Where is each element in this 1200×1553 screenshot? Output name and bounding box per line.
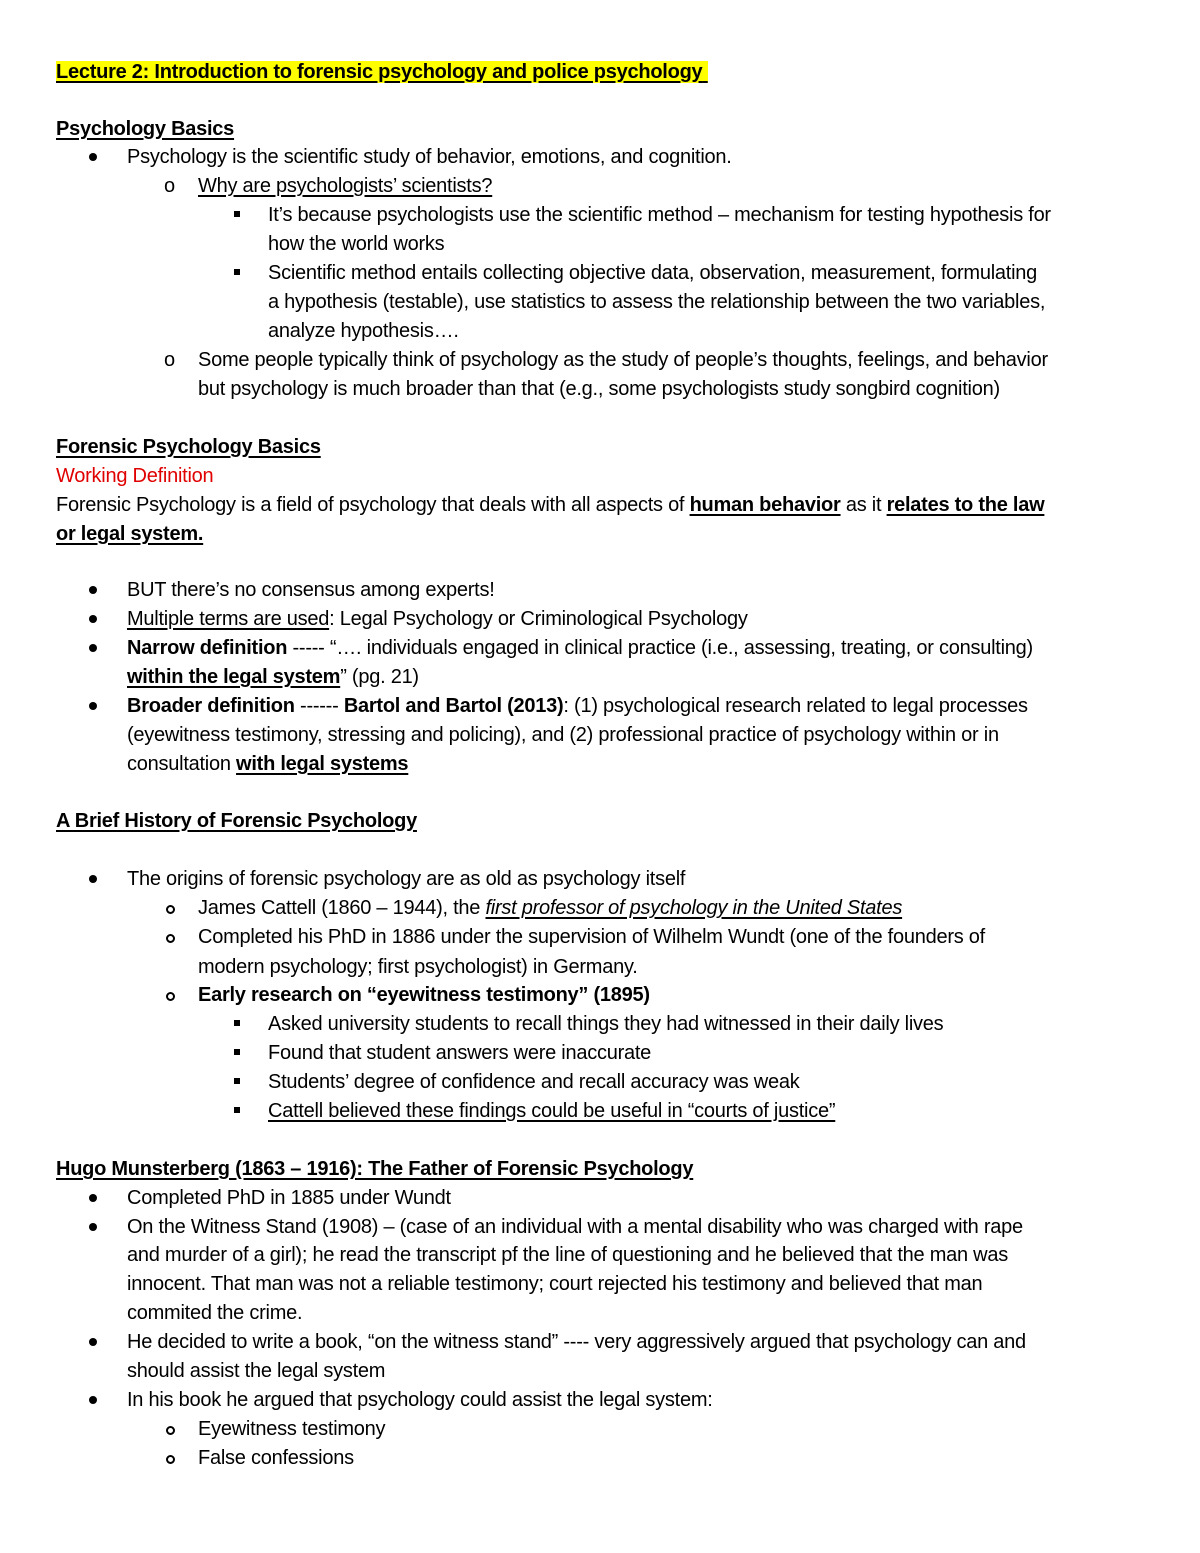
definition-emphasis: relates to the law: [886, 494, 1045, 516]
sub-sub-bullet-text: Asked university students to recall things they had witnessed in their daily lives: [268, 1013, 944, 1035]
bullet-text: BUT there’s no consensus among experts!: [127, 579, 495, 601]
sub-bullet-emphasis: first professor of psychology in the United States: [485, 897, 903, 919]
sub-sub-bullet-text: how the world works: [268, 233, 445, 255]
sub-sub-bullet-text: Scientific method entails collecting objective data, observation, measurement, formulating: [268, 262, 1038, 284]
bullet-icon: [89, 153, 97, 161]
bullet-text: [127, 750, 408, 779]
bullet-emphasis: within the legal system: [127, 666, 341, 688]
bullet-text: (eyewitness testimony, stressing and policing), and (2) professional practice of psychology within or in: [127, 724, 999, 746]
bullet-text: [127, 605, 748, 634]
sub-bullet-text: but psychology is much broader than that (e.g., some psychologists study songbird cognition): [198, 378, 1000, 400]
sub-bullet-text: modern psychology; first psychologist) in Germany.: [198, 956, 638, 978]
bullet-text: Psychology is the scientific study of behavior, emotions, and cognition.: [127, 146, 732, 168]
sub-sub-bullet-text: It’s because psychologists use the scientific method – mechanism for testing hypothesis for: [268, 204, 1051, 226]
bullet-emphasis: Multiple terms are used: [127, 608, 330, 630]
circle-bullet-icon: o: [164, 349, 176, 371]
bullet-text-rest: ” (pg. 21): [340, 666, 419, 688]
circle-bullet-icon: [166, 934, 175, 943]
definition-line-2: or legal system.: [56, 523, 204, 545]
sub-bullet-text: [198, 894, 902, 923]
sub-bullet-text: Eyewitness testimony: [198, 1418, 386, 1440]
bullet-text: commited the crime.: [127, 1302, 303, 1324]
bullet-icon: [89, 586, 97, 594]
sub-sub-bullet-text: analyze hypothesis….: [268, 320, 459, 342]
definition-text: Forensic Psychology is a field of psychology that deals with all aspects of: [56, 494, 690, 516]
circle-bullet-icon: [166, 905, 175, 914]
circle-bullet-icon: o: [164, 175, 176, 197]
title-highlight: [56, 61, 708, 83]
bullet-icon: [89, 702, 97, 710]
bullet-text: should assist the legal system: [127, 1360, 386, 1382]
circle-bullet-icon: [166, 992, 175, 1001]
bullet-text: He decided to write a book, “on the witness stand” ---- very aggressively argued that psychology can and: [127, 1331, 1026, 1353]
definition-emphasis: human behavior: [689, 494, 841, 516]
title-text: Lecture 2: Introduction to forensic psychology and police psychology: [56, 61, 703, 83]
heading-forensic-basics: Forensic Psychology Basics: [56, 436, 321, 458]
sub-bullet-text: False confessions: [198, 1447, 354, 1469]
definition-text: as it: [840, 494, 887, 516]
bullet-text-rest: consultation: [127, 753, 237, 775]
heading-psychology-basics: Psychology Basics: [56, 118, 235, 140]
sub-sub-bullet-text: Students’ degree of confidence and recall accuracy was weak: [268, 1071, 800, 1093]
bullet-text: innocent. That man was not a reliable testimony; court rejected his testimony and believed that man: [127, 1273, 983, 1295]
bullet-icon: [89, 1396, 97, 1404]
bullet-text: and murder of a girl); he read the transcript pf the line of questioning and he believed that the man was: [127, 1244, 1008, 1266]
bullet-text-rest: : Legal Psychology or Criminological Psychology: [329, 608, 748, 630]
circle-bullet-icon: [166, 1426, 175, 1435]
sub-sub-bullet-text: Found that student answers were inaccurate: [268, 1042, 652, 1064]
sub-bullet-text: Some people typically think of psychology as the study of people’s thoughts, feelings, and behavior: [198, 349, 1048, 371]
sub-sub-bullet-text: Cattell believed these findings could be useful in “courts of justice”: [268, 1100, 836, 1122]
bullet-text: [127, 634, 1033, 663]
bullet-icon: [89, 1338, 97, 1346]
bullet-icon: [89, 1194, 97, 1202]
bullet-text: [127, 692, 1028, 721]
heading-brief-history: A Brief History of Forensic Psychology: [56, 810, 417, 832]
bullet-text-rest: ----- “…. individuals engaged in clinical practice (i.e., assessing, treating, or consulting): [287, 637, 1033, 659]
bullet-text: On the Witness Stand (1908) – (case of an individual with a mental disability who was charged with rape: [127, 1216, 1023, 1238]
bullet-emphasis: Narrow definition: [127, 637, 288, 659]
square-bullet-icon: [234, 1020, 240, 1026]
sub-sub-bullet-text: a hypothesis (testable), use statistics to assess the relationship between the two variables,: [268, 291, 1046, 313]
sub-bullet-question: Why are psychologists’ scientists?: [198, 175, 493, 197]
square-bullet-icon: [234, 269, 240, 275]
circle-bullet-icon: [166, 1455, 175, 1464]
sub-bullet-text: Early research on “eyewitness testimony” (1895): [198, 984, 650, 1006]
definition-line-1: [56, 491, 1044, 520]
bullet-text: [127, 663, 419, 692]
subheading-working-definition: Working Definition: [56, 465, 214, 487]
bullet-text-rest: ------: [294, 695, 344, 717]
bullet-icon: [89, 875, 97, 883]
bullet-text: Completed PhD in 1885 under Wundt: [127, 1187, 451, 1209]
sub-bullet-text: Completed his PhD in 1886 under the supervision of Wilhelm Wundt (one of the founders of: [198, 926, 985, 948]
lecture-title: [56, 58, 708, 87]
bullet-icon: [89, 1223, 97, 1231]
bullet-emphasis: with legal systems: [236, 753, 409, 775]
bullet-text: The origins of forensic psychology are as old as psychology itself: [127, 868, 686, 890]
bullet-emphasis: Bartol and Bartol (2013): [343, 695, 564, 717]
bullet-emphasis: Broader definition: [127, 695, 295, 717]
square-bullet-icon: [234, 211, 240, 217]
bullet-icon: [89, 615, 97, 623]
sub-bullet-text-rest: James Cattell (1860 – 1944), the: [198, 897, 486, 919]
bullet-icon: [89, 644, 97, 652]
bullet-text: In his book he argued that psychology could assist the legal system:: [127, 1389, 713, 1411]
heading-munsterberg: Hugo Munsterberg (1863 – 1916): The Father of Forensic Psychology: [56, 1158, 694, 1180]
square-bullet-icon: [234, 1049, 240, 1055]
bullet-text-rest: : (1) psychological research related to legal processes: [563, 695, 1028, 717]
square-bullet-icon: [234, 1107, 240, 1113]
square-bullet-icon: [234, 1078, 240, 1084]
